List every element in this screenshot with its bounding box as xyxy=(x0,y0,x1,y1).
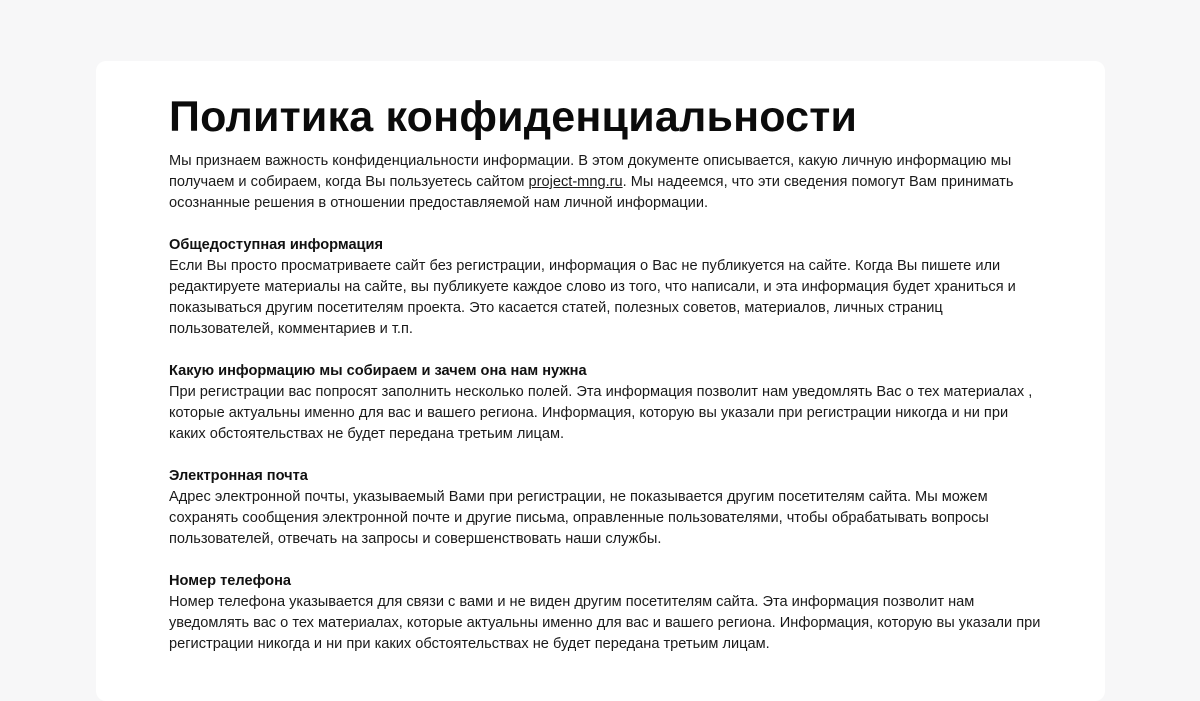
section-public-info xyxy=(169,235,1045,340)
intro-text-start: Мы признаем важность конфиденциальности информации. В этом документе описывается, какую личную информацию мы получаем и собираем, когда Вы пользуетесь сайтом xyxy=(169,153,1012,190)
page-title: Политика конфиденциальности xyxy=(169,93,858,141)
site-link[interactable]: project-mng.ru xyxy=(528,174,623,190)
section-email xyxy=(169,466,1045,550)
section-text: При регистрации вас попросят заполнить несколько полей. Эта информация позволит нам уведомлять Вас о тех материалах , которые актуальны именно для вас и вашего региона. Информация, которую вы указали при регистрации никогда и ни при каких обстоятельствах не будет передана третьим лицам. xyxy=(169,384,1033,442)
intro-text-end: . Мы надеемся, что эти сведения помогут Вам принимать осознанные решения в отношении предоставляемой нам личной информации. xyxy=(169,174,1014,211)
section-text: Адрес электронной почты, указываемый Вами при регистрации, не показывается другим посетителям сайта. Мы можем сохранять сообщения электронной почте и другие письма, оправленные пользователями, чтобы обрабатывать вопросы пользователей, отвечать на запросы и совершенствовать наши службы. xyxy=(169,489,989,547)
section-heading: Электронная почта xyxy=(169,468,308,484)
section-heading: Номер телефона xyxy=(169,573,292,589)
section-collected-info xyxy=(169,361,1045,445)
section-text: Если Вы просто просматриваете сайт без регистрации, информация о Вас не публикуется на сайте. Когда Вы пишете или редактируете материалы на сайте, вы публикуете каждое слово из того, что написали, и эта информация будет храниться и показываться другим посетителям проекта. Это касается статей, полезных советов, материалов, личных страниц пользователей, комментариев и т.п. xyxy=(169,258,1016,337)
intro-paragraph xyxy=(169,151,1045,214)
section-text: Номер телефона указывается для связи с вами и не виден другим посетителям сайта. Эта информация позволит нам уведомлять вас о тех материалах, которые актуальны именно для вас и вашего региона. Информация, которую вы указали при регистрации никогда и ни при каких обстоятельствах не будет передана третьим лицам. xyxy=(169,594,1041,652)
section-heading: Общедоступная информация xyxy=(169,237,384,253)
section-heading: Какую информацию мы собираем и зачем она нам нужна xyxy=(169,363,587,379)
section-phone xyxy=(169,571,1045,655)
document-card xyxy=(96,61,1105,701)
